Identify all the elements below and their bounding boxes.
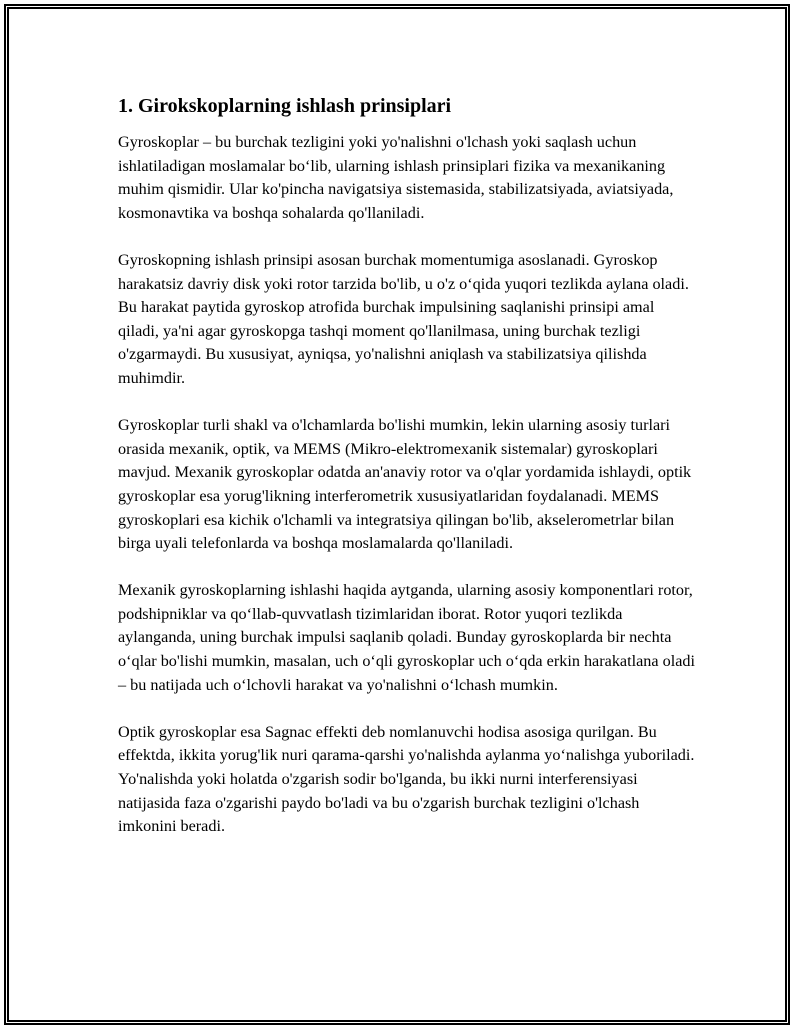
paragraph-intro: Gyroskoplar – bu burchak tezligini yoki yo'nalishni o'lchash yoki saqlash uchun ishlatiladigan moslamalar bo‘lib, ularning ishlash prinsiplari fizika va mexanikaning muhim qismidir. Ular ko'pincha navigatsiya sistemasida, stabilizatsiyada, aviatsiyada, kosmonavtika va boshqa sohalarda qo'llaniladi.: [118, 133, 674, 222]
section-heading: 1. Girokskoplarning ishlash prinsiplari: [118, 95, 452, 117]
paragraph-types: Gyroskoplar turli shakl va o'lchamlarda bo'lishi mumkin, lekin ularning asosiy turlari orasida mexanik, optik, va MEMS (Mikro-elektromexanik sistemalar) gyroskoplari mavjud. Mexanik gyroskoplar odatda an'anaviy rotor va o'qlar yordamida ishlaydi, optik gyroskoplar esa yorug'likning interferometrik xususiyatlaridan foydalanadi. MEMS gyroskoplari esa kichik o'lchamli va integratsiya qilingan bo'lib, akselerometrlar bilan birga uyali telefonlarda va boshqa moslamalarda qo'llaniladi.: [118, 416, 692, 553]
paragraph-principle: Gyroskopning ishlash prinsipi asosan burchak momentumiga asoslanadi. Gyroskop harakatsiz davriy disk yoki rotor tarzida bo'lib, u o'z o‘qida yuqori tezlikda aylana oladi. Bu harakat paytida gyroskop atrofida burchak impulsining saqlanishi prinsipi amal qiladi, ya'ni agar gyroskopga tashqi moment qo'llanilmasa, uning burchak tezligi o'zgarmaydi. Bu xususiyat, ayniqsa, yo'nalishni aniqlash va stabilizatsiya qilishda muhimdir.: [118, 250, 689, 387]
paragraph-mechanical: Mexanik gyroskoplarning ishlashi haqida aytganda, ularning asosiy komponentlari rotor, podshipniklar va qo‘llab-quvvatlash tizimlaridan iborat. Rotor yuqori tezlikda aylanganda, uning burchak impulsi saqlanib qoladi. Bunday gyroskoplarda bir nechta o‘qlar bo'lishi mumkin, masalan, uch o‘qli gyroskoplar uch o‘qda erkin harakatlana oladi – bu natijada uch o‘lchovli harakat va yo'nalishni o‘lchash mumkin.: [118, 581, 695, 694]
document-body: [118, 93, 698, 862]
paragraph-optical: Optik gyroskoplar esa Sagnac effekti deb nomlanuvchi hodisa asosiga qurilgan. Bu effektda, ikkita yorug'lik nuri qarama-qarshi yo'nalishda aylanma yo‘nalishga yuboriladi. Yo'nalishda yoki holatda o'zgarish sodir bo'lganda, bu ikki nurni interferensiyasi natijasida faza o'zgarishi paydo bo'ladi va bu o'zgarish burchak tezligini o'lchash imkonini beradi.: [118, 722, 695, 836]
